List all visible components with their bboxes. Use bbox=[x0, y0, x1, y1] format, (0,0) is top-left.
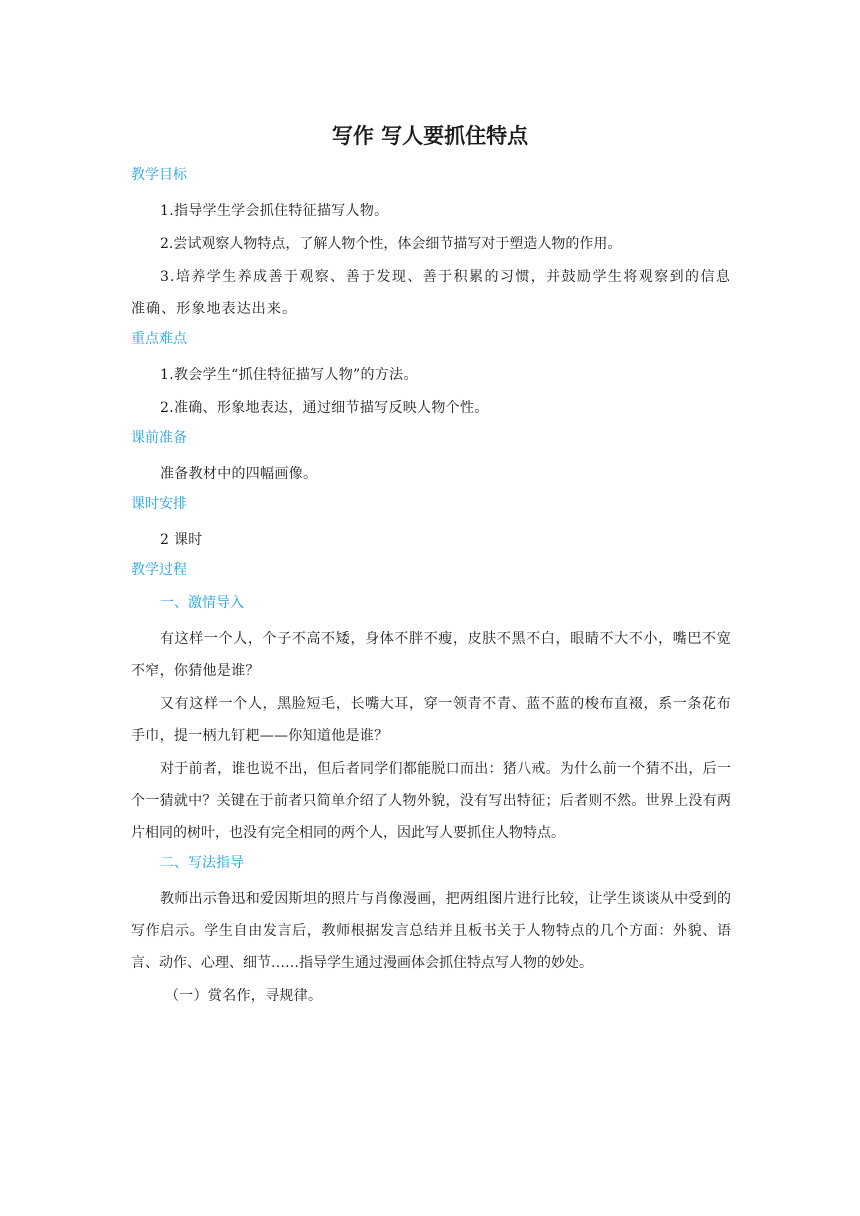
process-part1-paragraph-3: 对于前者，谁也说不出，但后者同学们都能脱口而出：猪八戒。为什么前一个猜不出，后一个一猜就中？关键在于前者只简单介绍了人物外貌，没有写出特征；后者则不然。世界上没有两片相同的树叶，也没有完全相同的两个人，因此写人要抓住人物特点。 bbox=[131, 761, 731, 841]
key-point-item-2: 2.准确、形象地表达，通过细节描写反映人物个性。 bbox=[160, 400, 489, 416]
section-heading-key-points: 重点难点 bbox=[131, 331, 187, 347]
process-part1-paragraph-2: 又有这样一个人，黑脸短毛，长嘴大耳，穿一领青不青、蓝不蓝的梭布直裰，系一条花布手巾，提一柄九钉耙——你知道他是谁？ bbox=[131, 696, 731, 744]
process-part1-paragraph-1: 有这样一个人，个子不高不矮，身体不胖不瘦，皮肤不黑不白，眼睛不大不小，嘴巴不宽不窄，你猜他是谁？ bbox=[131, 631, 731, 679]
key-point-item-1: 1.教会学生“抓住特征描写人物”的方法。 bbox=[160, 367, 418, 383]
document-body bbox=[131, 162, 731, 1013]
section-heading-schedule: 课时安排 bbox=[131, 496, 187, 512]
preparation-text: 准备教材中的四幅画像。 bbox=[160, 466, 318, 482]
process-part2-paragraph-1: 教师出示鲁迅和爱因斯坦的照片与肖像漫画，把两组图片进行比较，让学生谈谈从中受到的写作启示。学生自由发言后，教师根据发言总结并且板书关于人物特点的几个方面：外貌、语言、动作、心理、细节……指导学生通过漫画体会抓住特点写人物的妙处。 bbox=[131, 891, 731, 971]
goal-item-1: 1.指导学生学会抓住特征描写人物。 bbox=[160, 203, 389, 219]
section-heading-process: 教学过程 bbox=[131, 562, 187, 578]
document-title: 写作 写人要抓住特点 bbox=[331, 124, 529, 148]
process-part2-heading: 二、写法指导 bbox=[160, 855, 244, 871]
section-heading-goals: 教学目标 bbox=[131, 167, 187, 183]
goal-item-3: 3.培养学生养成善于观察、善于发现、善于积累的习惯，并鼓励学生将观察到的信息准确、形象地表达出来。 bbox=[131, 269, 731, 317]
goal-item-2: 2.尝试观察人物特点，了解人物个性，体会细节描写对于塑造人物的作用。 bbox=[160, 236, 622, 252]
section-heading-preparation: 课前准备 bbox=[131, 430, 187, 446]
process-part2-subheading: （一）赏名作，寻规律。 bbox=[165, 988, 323, 1004]
process-part1-heading: 一、激情导入 bbox=[160, 595, 244, 611]
schedule-text: 2 课时 bbox=[160, 532, 203, 548]
